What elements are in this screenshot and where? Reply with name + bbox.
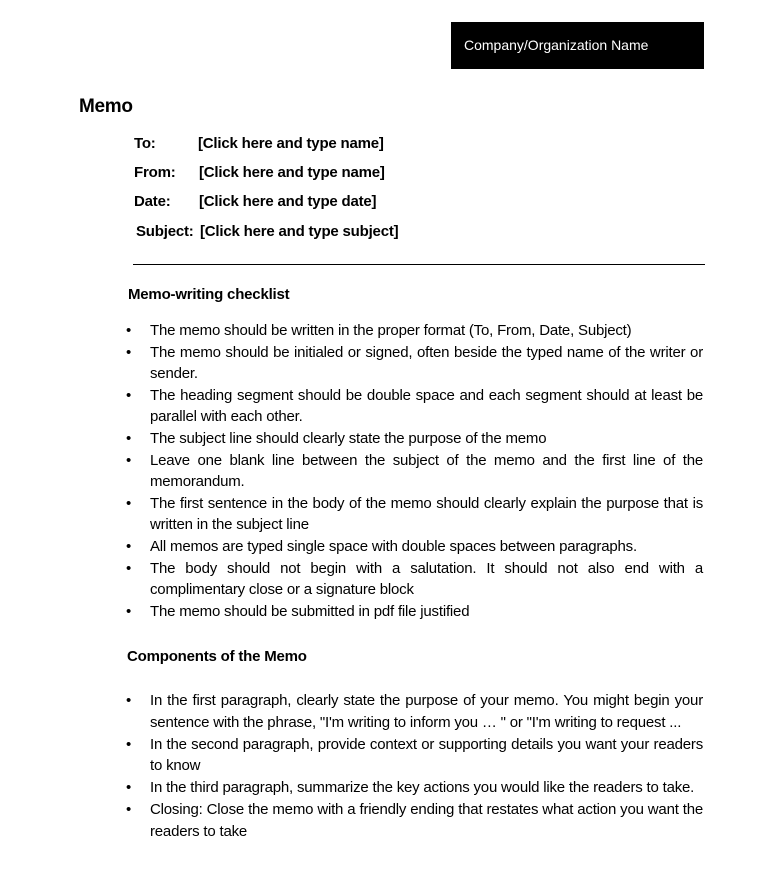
subject-value[interactable]: [Click here and type subject] <box>200 223 399 240</box>
company-name[interactable]: Company/Organization Name <box>464 37 649 53</box>
memo-title: Memo <box>79 96 133 117</box>
to-value[interactable]: [Click here and type name] <box>198 135 384 152</box>
list-item: • The memo should be written in the proper format (To, From, Date, Subject) <box>150 320 703 342</box>
company-name-box[interactable] <box>451 22 704 69</box>
list-item: • In the third paragraph, summarize the key actions you would like the readers to take. <box>150 777 703 799</box>
list-item: • Closing: Close the memo with a friendly ending that restates what action you want the readers to take <box>150 799 703 842</box>
from-value[interactable]: [Click here and type name] <box>199 164 385 181</box>
date-value[interactable]: [Click here and type date] <box>199 193 377 210</box>
to-label: To: <box>134 135 156 152</box>
checklist-heading: Memo-writing checklist <box>128 286 290 303</box>
subject-label: Subject: <box>136 223 194 240</box>
list-item: • The subject line should clearly state the purpose of the memo <box>150 428 703 450</box>
list-item: • In the first paragraph, clearly state the purpose of your memo. You might begin your sentence with the phrase, "I'm writing to inform you … " or "I'm writing to request ... <box>150 690 703 733</box>
list-item: • The first sentence in the body of the memo should clearly explain the purpose that is written in the subject line <box>150 493 703 536</box>
header-divider <box>133 264 705 265</box>
memo-field-to <box>134 135 534 155</box>
memo-field-from <box>134 164 534 184</box>
list-item: • The body should not begin with a salutation. It should not also end with a complimentary close or a signature block <box>150 558 703 601</box>
list-item: • All memos are typed single space with double spaces between paragraphs. <box>150 536 703 558</box>
components-list <box>150 690 703 843</box>
checklist-list <box>150 320 703 622</box>
list-item: • Leave one blank line between the subject of the memo and the first line of the memorandum. <box>150 450 703 493</box>
from-label: From: <box>134 164 176 181</box>
list-item: • In the second paragraph, provide context or supporting details you want your readers to know <box>150 734 703 777</box>
list-item: • The memo should be submitted in pdf file justified <box>150 601 703 623</box>
list-item: • The memo should be initialed or signed, often beside the typed name of the writer or sender. <box>150 342 703 385</box>
date-label: Date: <box>134 193 171 210</box>
memo-field-subject <box>136 223 536 243</box>
memo-field-date <box>134 193 534 213</box>
list-item: • The heading segment should be double space and each segment should at least be parallel with each other. <box>150 385 703 428</box>
components-heading: Components of the Memo <box>127 648 307 665</box>
